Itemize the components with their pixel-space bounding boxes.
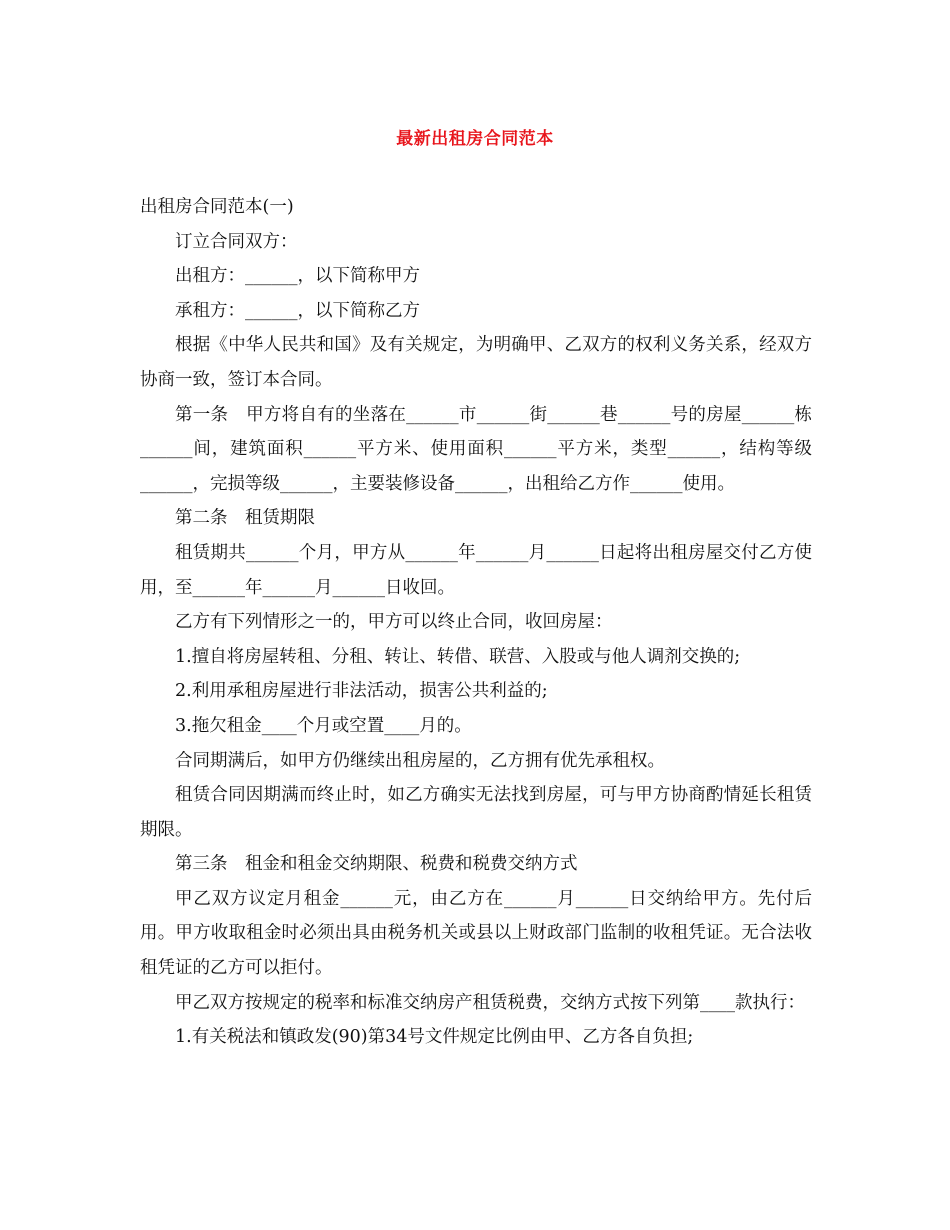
paragraph: 租赁期共______个月，甲方从______年______月______日起将出租房屋交付乙方使用，至______年______月______日收回。 bbox=[140, 542, 812, 598]
document-body bbox=[140, 190, 812, 1055]
paragraph: 租赁合同因期满而终止时，如乙方确实无法找到房屋，可与甲方协商酌情延长租赁期限。 bbox=[140, 785, 812, 840]
article-3-heading: 第三条 租金和租金交纳期限、税费和税费交纳方式 bbox=[175, 854, 578, 875]
list-item: 3.拖欠租金____个月或空置____月的。 bbox=[175, 715, 472, 736]
section-heading: 出租房合同范本(一) bbox=[140, 197, 294, 217]
document-title: 最新出租房合同范本 bbox=[396, 129, 554, 149]
paragraph: 出租方：______，以下简称甲方 bbox=[175, 266, 420, 287]
article-1: 第一条 甲方将自有的坐落在______市______街______巷______号的房屋______栋______间，建筑面积______平方米、使用面积______平方米，类型______，结构等级______，完损等级______，主要装修设备______，出租给乙方作______使用。 bbox=[140, 404, 812, 494]
paragraph: 甲乙双方按规定的税率和标准交纳房产租赁税费，交纳方式按下列第____款执行： bbox=[175, 992, 805, 1013]
paragraph: 根据《中华人民共和国》及有关规定，为明确甲、乙双方的权利义务关系，经双方协商一致，签订本合同。 bbox=[140, 335, 812, 390]
paragraph: 承租方：______，以下简称乙方 bbox=[175, 300, 420, 321]
list-item: 1.有关税法和镇政发(90)第34号文件规定比例由甲、乙方各自负担; bbox=[175, 1027, 694, 1048]
paragraph: 甲乙双方议定月租金______元，由乙方在______月______日交纳给甲方。先付后用。甲方收取租金时必须出具由税务机关或县以上财政部门监制的收租凭证。无合法收租凭证的乙方可以拒付。 bbox=[140, 888, 812, 979]
article-2-heading: 第二条 租赁期限 bbox=[175, 508, 315, 529]
paragraph: 订立合同双方： bbox=[175, 231, 298, 252]
list-item: 1.擅自将房屋转租、分租、转让、转借、联营、入股或与他人调剂交换的; bbox=[175, 646, 741, 667]
paragraph: 合同期满后，如甲方仍继续出租房屋的，乙方拥有优先承租权。 bbox=[175, 750, 665, 771]
paragraph: 乙方有下列情形之一的，甲方可以终止合同，收回房屋： bbox=[175, 612, 613, 633]
list-item: 2.利用承租房屋进行非法活动，损害公共利益的; bbox=[175, 681, 548, 702]
